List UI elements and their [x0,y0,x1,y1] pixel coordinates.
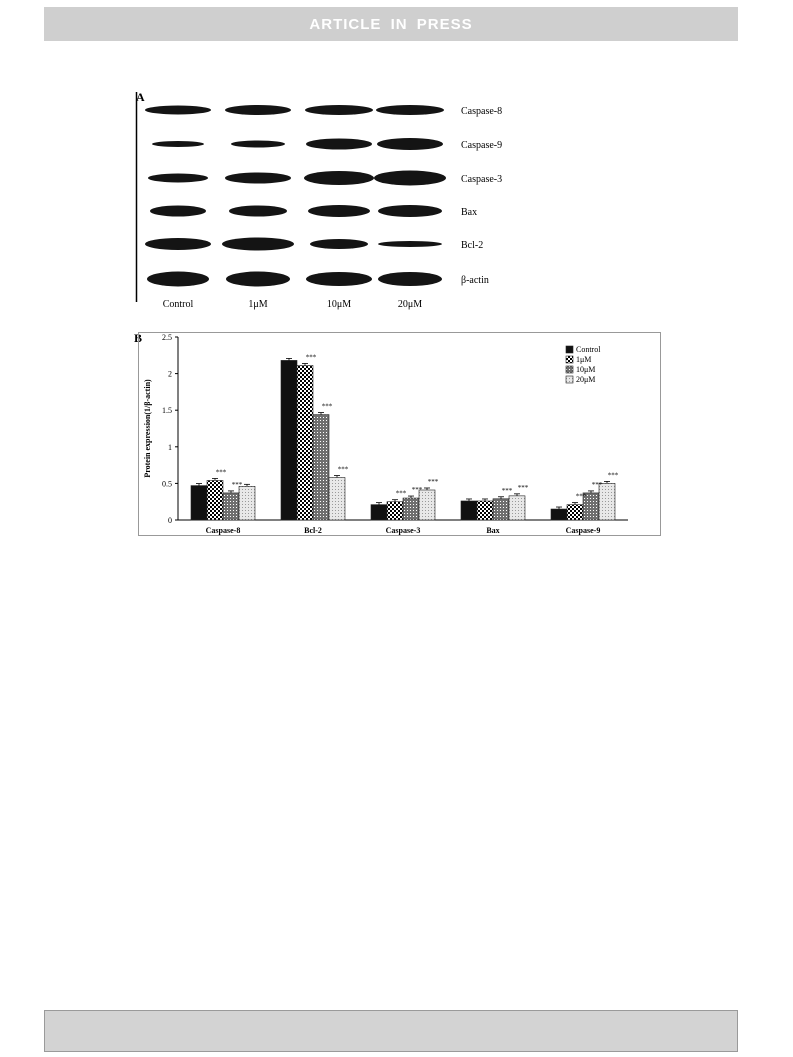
legend-label: 1μM [576,355,592,364]
blot-lane-label: Control [162,299,194,310]
footer-bar [44,1010,738,1052]
blot-band [225,173,291,184]
bar [387,502,403,520]
bar [297,366,313,520]
blot-band [377,138,443,150]
blot-lane-label: 1μM [248,299,268,310]
bar [313,415,329,520]
x-tick-label: Bax [486,526,500,535]
blot-lane-label: 10μM [326,299,352,310]
y-tick-label: 0.5 [162,479,172,489]
bar [551,509,567,520]
blot-band [152,141,204,147]
x-tick-label: Bcl-2 [304,526,322,535]
legend-label: Control [576,345,601,354]
legend-swatch [566,346,573,353]
y-tick-label: 0 [168,516,172,525]
blot-band [305,105,373,115]
y-tick-label: 1.5 [162,406,172,416]
blot-band [231,141,285,148]
significance-label: *** [305,353,317,362]
protein-expression-chart [134,330,666,540]
significance-label: *** [575,492,587,501]
significance-label: *** [231,480,243,489]
bar [509,496,525,520]
banner-text: ARTICLE IN PRESS [309,15,473,33]
significance-label: *** [321,402,333,411]
legend-swatch [566,376,573,383]
bar [281,360,297,520]
bar [191,486,207,520]
bar [371,505,387,520]
bar [493,499,509,520]
blot-row-label: Bax [461,207,478,218]
blot-row-label: Caspase-9 [461,140,503,151]
blot-band [306,139,372,150]
significance-label: *** [337,465,349,474]
blot-band [378,205,442,217]
blot-band [145,238,211,250]
bar [567,505,583,520]
significance-label: *** [395,489,407,498]
blot-row-label: β-actin [461,275,489,286]
panel-b-label: B [134,331,143,345]
significance-label: *** [411,486,423,495]
blot-band [222,238,294,251]
blot-band [376,105,444,115]
blot-band [226,272,290,287]
legend-swatch [566,356,573,363]
blot-band [308,205,370,217]
panel-a-label: A [136,90,145,104]
blot-band [378,241,442,247]
significance-label: *** [427,477,439,486]
blot-row-label: Caspase-3 [461,174,503,185]
significance-label: *** [591,480,603,489]
western-blot-panel [134,88,534,324]
blot-row-label: Caspase-8 [461,106,503,117]
bar [239,486,255,520]
y-tick-label: 2 [168,369,172,379]
bar [461,501,477,520]
x-tick-label: Caspase-9 [565,526,601,535]
legend-label: 10μM [576,365,596,374]
y-axis-title: Protein expression(1/β-actin) [143,379,152,478]
significance-label: *** [215,468,227,477]
legend-label: 20μM [576,375,596,384]
blot-band [150,206,206,217]
blot-band [225,105,291,115]
bar [419,490,435,520]
significance-label: *** [517,483,529,492]
blot-band [145,106,211,115]
bar [477,501,493,520]
significance-label: *** [607,471,619,480]
blot-band [374,171,446,186]
x-tick-label: Caspase-8 [205,526,241,535]
legend-swatch [566,366,573,373]
bar [207,480,223,520]
article-status-banner [44,7,738,41]
bar [329,478,345,520]
bar [223,493,239,520]
blot-band [147,272,209,287]
x-tick-label: Caspase-3 [385,526,421,535]
significance-label: *** [501,486,513,495]
blot-band [229,206,287,217]
bar [403,498,419,520]
blot-band [378,272,442,286]
blot-row-label: Bcl-2 [461,240,484,251]
y-tick-label: 1 [168,442,172,452]
blot-band [310,239,368,249]
blot-band [306,272,372,286]
blot-lane-label: 20μM [397,299,423,310]
blot-band [148,174,208,183]
blot-band [304,171,374,185]
y-tick-label: 2.5 [162,333,172,342]
